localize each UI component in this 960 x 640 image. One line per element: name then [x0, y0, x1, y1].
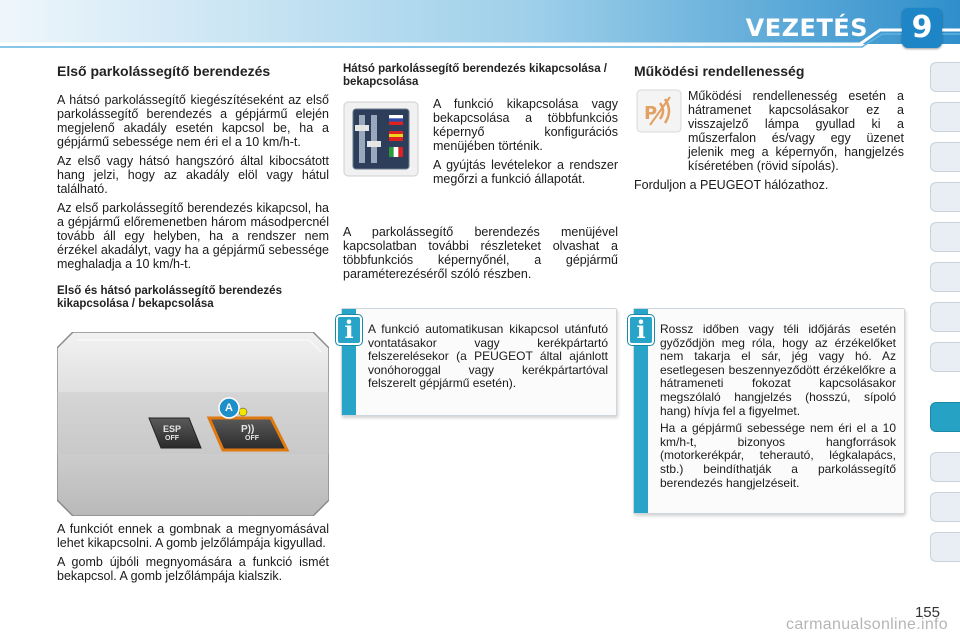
chapter-tab-rail [926, 62, 960, 582]
park-assist-off-label: OFF [245, 435, 259, 442]
left-column [57, 63, 329, 311]
chapter-tab[interactable] [930, 182, 960, 212]
esp-off-label: OFF [165, 435, 179, 442]
svg-text:P: P [644, 103, 658, 124]
paragraph: A funkció kikapcsolása vagy bekapcsolása a többfunkciós képernyő konfigurációs menüjében történik. [433, 97, 618, 153]
callout-label-a: A [225, 402, 233, 414]
chapter-tab[interactable] [930, 532, 960, 562]
chapter-tab[interactable] [930, 62, 960, 92]
page-number: 155 [914, 604, 940, 621]
esp-button-label: ESP [163, 424, 182, 434]
park-assist-warning-icon [636, 89, 682, 133]
section-title-front-assist: Első parkolássegítő berendezés [57, 63, 271, 79]
paragraph: A hátsó parkolássegítő kiegészítéseként az első parkolássegítő berendezés a gépjármű elején megjelenő akadály esetén kapcsol be, ha a gépjármű sebessége nem éri el a 10 km/h-t. [57, 93, 329, 149]
chapter-title: VEZETÉS [745, 14, 868, 42]
paragraph: Az első vagy hátsó hangszóró által kibocsátott hang jelzi, hogy az akadály elöl vagy hátul található. [57, 154, 329, 196]
right-column [634, 63, 904, 197]
park-assist-off-button[interactable] [237, 424, 271, 444]
chapter-tab[interactable] [930, 262, 960, 292]
park-assist-icon: P)) [241, 424, 255, 435]
info-icon: i [628, 315, 654, 345]
paragraph: Az első parkolássegítő berendezés kikapcsol, ha a gépjármű előremenetben három másodpercnél tovább áll egy helyben, ha a rendszer nem érzékel akadályt, vagy ha a gépjármű sebessége meghaladja a 10 km/h-t. [57, 201, 329, 271]
info-box-weather [633, 308, 905, 514]
middle-column [343, 63, 618, 286]
section-title-malfunction: Működési rendellenesség [634, 63, 805, 79]
chapter-tab[interactable] [930, 102, 960, 132]
paragraph: A parkolássegítő berendezés menüjével kapcsolatban további részleteket olvashat a többfunkciós képernyőnél, a gépjármű paraméterezéséről szóló részben. [343, 225, 618, 281]
chapter-tab[interactable] [930, 342, 960, 372]
left-column-bottom [57, 522, 329, 588]
chapter-tab[interactable] [930, 222, 960, 252]
info-icon: i [336, 315, 362, 345]
dashboard-button-illustration [57, 332, 329, 516]
paragraph: A gyújtás levételekor a rendszer megőrzi a funkció állapotát. [433, 158, 618, 186]
info-text: Ha a gépjármű sebessége nem éri el a 10 km/h-t, bizonyos hangforrások (motorkerékpár, teherautó, légkalapács, stb.) beindíthatják a parkolássegítő berendezés hangjelzéseit. [660, 421, 896, 490]
subsection-title: Első és hátsó parkolássegítő berendezés kikapcsolása / bekapcsolása [57, 285, 282, 310]
chapter-tab-active[interactable] [930, 402, 960, 432]
paragraph: A gomb újbóli megnyomására a funkció ismét bekapcsol. A gomb jelzőlámpája kialszik. [57, 555, 329, 583]
watermark: carmanualsonline.info [786, 616, 948, 633]
paragraph: A funkciót ennek a gombnak a megnyomásával lehet kikapcsolni. A gomb jelzőlámpája kigyullad. [57, 522, 329, 550]
chapter-tab[interactable] [930, 492, 960, 522]
paragraph: Forduljon a PEUGEOT hálózathoz. [634, 178, 829, 192]
info-box-towing [341, 308, 617, 416]
info-text: A funkció automatikusan kikapcsol utánfutó vontatásakor vagy kerékpártartó felszerelésekor (a PEUGEOT által ajánlott vonóhoroggal vagy kerékpártartóval felszerelt gépjármű esetén). [368, 322, 608, 391]
multifunction-screen-menu-icon [343, 101, 419, 177]
section-title-rear-assist: Hátsó parkolássegítő berendezés kikapcsolása / bekapcsolása [343, 63, 607, 88]
chapter-tab[interactable] [930, 142, 960, 172]
chapter-tab[interactable] [930, 452, 960, 482]
paragraph: Működési rendellenesség esetén a hátramenet kapcsolásakor ez a visszajelző lámpa gyullad ki a műszerfalon és/vagy egy üzenet jelenik meg a képernyőn, hangjelzés kíséretében (rövid sípolás). [688, 89, 904, 173]
info-text: Rossz időben vagy téli időjárás esetén győződjön meg róla, hogy az érzékelőket nem takarja el sár, jég vagy hó. Az esetlegesen beszennyeződött érzékelőkre a hátrameneti fokozat kapcsolásakor megszólaló hangjelzés (hosszú, sípoló hang) hívja fel a figyelmet. [660, 322, 896, 418]
chapter-number-badge: 9 [902, 8, 942, 48]
page-header [0, 0, 960, 52]
chapter-tab[interactable] [930, 302, 960, 332]
